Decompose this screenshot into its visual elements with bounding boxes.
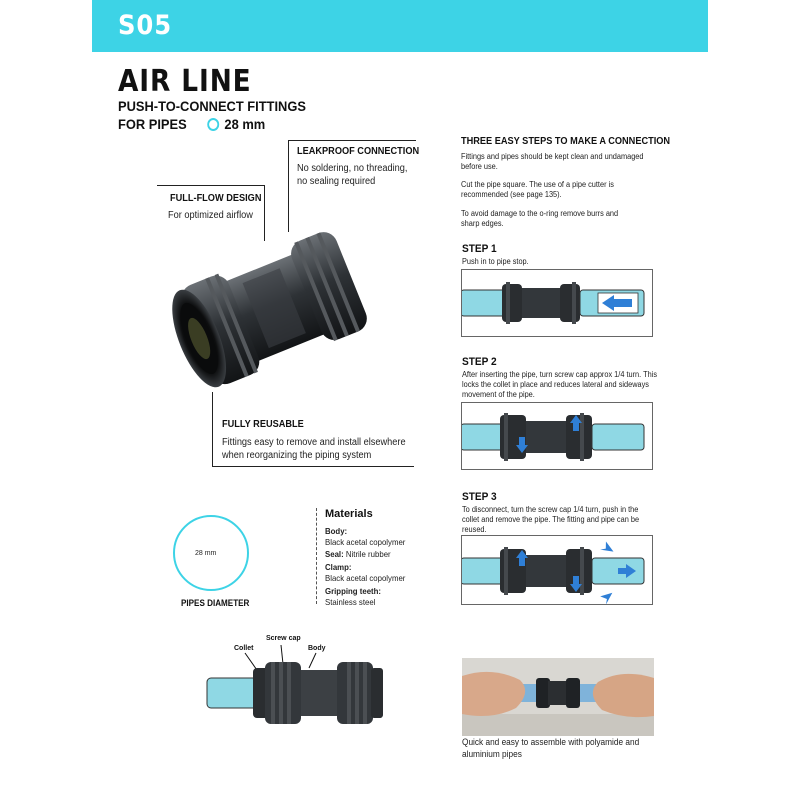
material-clamp-value: Black acetal copolymer: [325, 573, 406, 583]
reusable-text-1: Fittings easy to remove and install elsewhere: [222, 437, 406, 448]
fullflow-callout-line-h: [157, 185, 265, 186]
fullflow-title: FULL-FLOW DESIGN: [170, 193, 262, 204]
photo-caption-1: Quick and easy to assemble with polyamide and: [462, 737, 640, 747]
step-2-diagram: [461, 402, 653, 470]
material-clamp-label: Clamp:: [325, 562, 352, 572]
assembly-photo: [462, 658, 654, 736]
page-title: AIR LINE: [118, 64, 252, 99]
material-body-value: Black acetal copolymer: [325, 537, 406, 547]
step-1-title: STEP 1: [462, 243, 497, 255]
step-2-text-3: movement of the pipe.: [462, 390, 535, 399]
steps-intro-6: sharp edges.: [461, 219, 504, 228]
leakproof-callout-line-h: [288, 140, 416, 141]
steps-intro-5: To avoid damage to the o-ring remove burrs and: [461, 209, 619, 218]
step-2-text-2: locks the collet in place and reduces lateral and sideways: [462, 380, 649, 389]
leakproof-text-1: No soldering, no threading,: [297, 163, 408, 174]
page-code: S05: [118, 10, 173, 41]
page-subtitle: PUSH-TO-CONNECT FITTINGS: [118, 98, 306, 114]
pipe-size-line: [118, 116, 265, 132]
pipe-diameter-label: PIPES DIAMETER: [181, 598, 250, 608]
pipe-diameter-value: 28 mm: [195, 550, 217, 557]
steps-intro-3: Cut the pipe square. The use of a pipe cutter is: [461, 180, 614, 189]
material-seal: Seal: Nitrile rubber: [325, 549, 391, 559]
step-3-diagram: [461, 535, 653, 605]
reusable-title: FULLY REUSABLE: [222, 419, 304, 430]
pipe-size-label: FOR PIPES: [118, 116, 187, 132]
fitting-parts-diagram: [205, 640, 420, 735]
squeeze-top-arrow-icon: [600, 541, 616, 556]
collet-label: Collet: [234, 645, 254, 652]
fitting-product-image: [160, 215, 390, 405]
fullflow-callout-line-v: [264, 185, 265, 241]
body-label: Body: [308, 645, 326, 652]
photo-caption-2: aluminium pipes: [462, 749, 522, 759]
material-teeth-label: Gripping teeth:: [325, 586, 382, 596]
step-3-title: STEP 3: [462, 491, 497, 503]
reusable-callout-line-v: [212, 392, 213, 466]
steps-heading: THREE EASY STEPS TO MAKE A CONNECTION: [461, 136, 671, 147]
material-body-label: Body:: [325, 526, 348, 536]
fullflow-text: For optimized airflow: [168, 210, 253, 221]
material-teeth-value: Stainless steel: [325, 597, 376, 607]
reusable-callout-line-h: [212, 466, 414, 467]
step-3-text-1: To disconnect, turn the screw cap 1/4 turn, push in the: [462, 505, 639, 514]
leakproof-callout-line-v: [288, 140, 289, 232]
step-1-text: Push in to pipe stop.: [462, 257, 529, 266]
materials-divider: [316, 508, 317, 604]
screw-cap-label: Screw cap: [266, 635, 301, 642]
step-2-title: STEP 2: [462, 356, 497, 368]
reusable-text-2: when reorganizing the piping system: [222, 450, 372, 461]
leakproof-text-2: no sealing required: [297, 176, 376, 187]
step-3-text-2: collet and remove the pipe. The fitting and pipe can be: [462, 515, 640, 524]
pipe-size-value: 28 mm: [224, 116, 266, 132]
pipe-circle-icon: [207, 118, 219, 131]
squeeze-bottom-arrow-icon: [600, 589, 616, 604]
steps-intro-4: recommended (see page 135).: [461, 190, 562, 199]
step-3-text-3: reused.: [462, 525, 487, 534]
leakproof-title: LEAKPROOF CONNECTION: [297, 146, 420, 157]
steps-intro-1: Fittings and pipes should be kept clean and undamaged: [461, 152, 644, 161]
step-1-diagram: [461, 269, 653, 337]
steps-intro-2: before use.: [461, 162, 498, 171]
materials-heading: Materials: [325, 508, 373, 520]
header-band: [92, 0, 708, 52]
step-2-text-1: After inserting the pipe, turn screw cap approx 1/4 turn. This: [462, 370, 658, 379]
